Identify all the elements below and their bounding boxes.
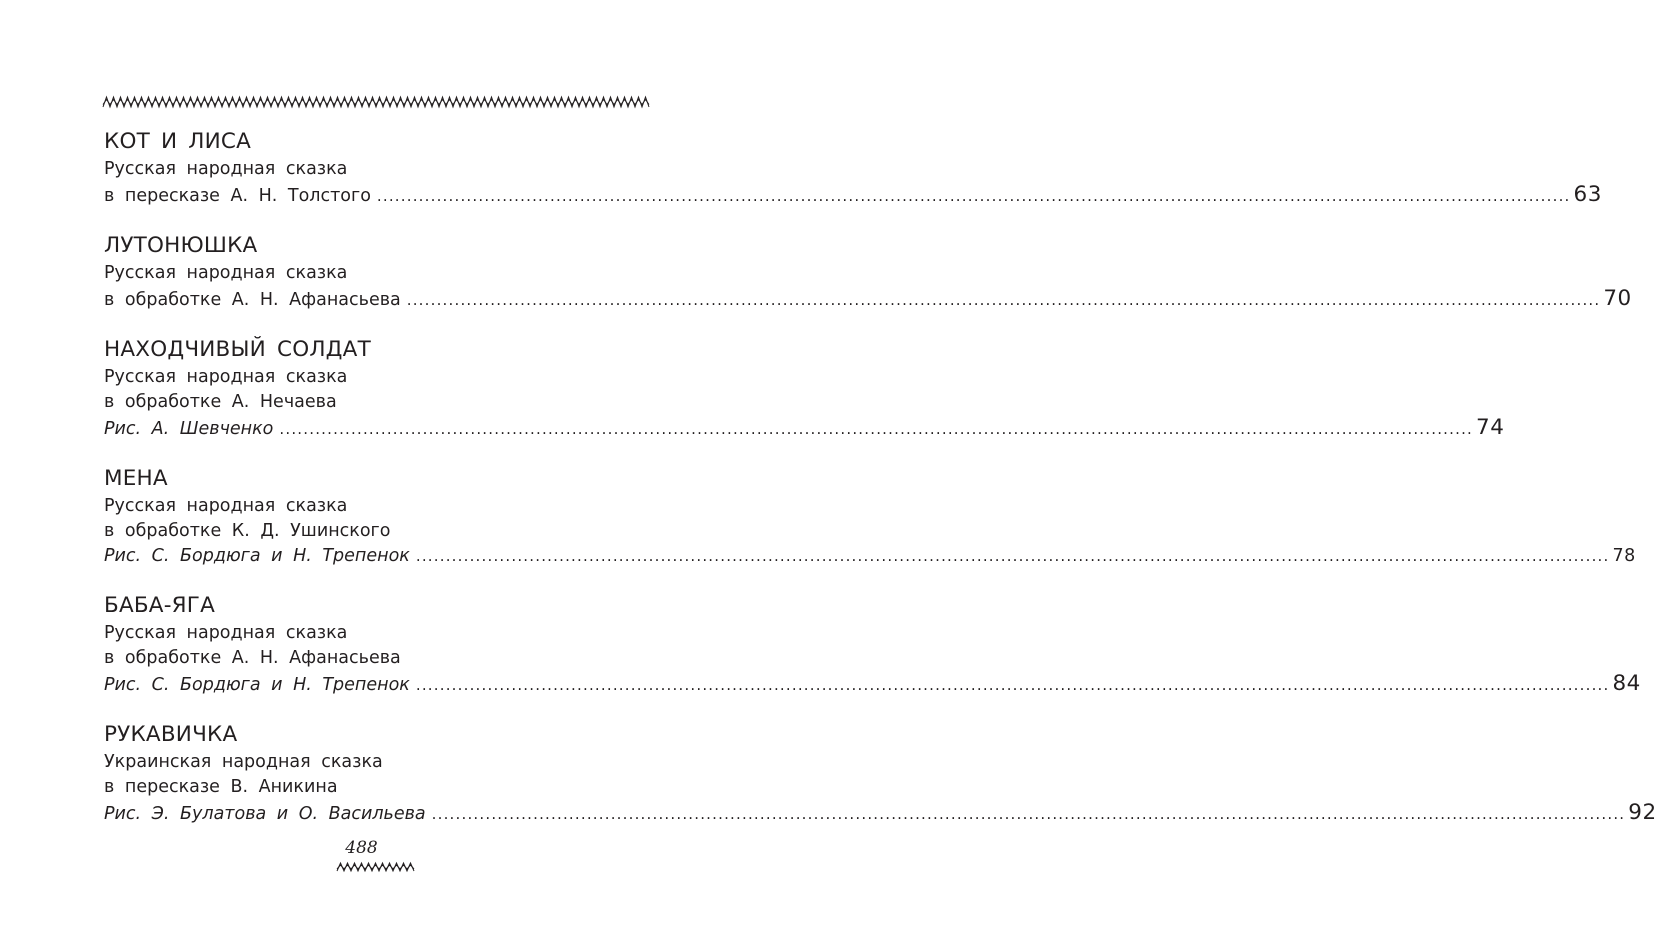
bottom-wave-ornament — [337, 862, 415, 872]
table-of-contents — [104, 127, 1657, 849]
dot-leader: ........................................................................................................................................................................................................ — [431, 805, 1626, 823]
entry-last-line — [104, 800, 1657, 827]
entry-page-number: 63 — [1573, 182, 1602, 207]
entry-subtitle: в обработке К. Д. Ушинского — [104, 521, 391, 541]
dot-leader: ........................................................................................................................................................................................................ — [279, 420, 1474, 438]
entry-subtitle: Русская народная сказка — [104, 367, 348, 387]
entry-last-line — [104, 544, 1636, 569]
entry-last-line — [104, 182, 1602, 209]
entry-last-line — [104, 286, 1632, 313]
dot-leader: ........................................................................................................................................................................................................ — [406, 291, 1601, 309]
toc-entry-rukavichka[interactable] — [104, 720, 1657, 827]
entry-subtitle: Русская народная сказка — [104, 263, 348, 283]
toc-entry-lutonyushka[interactable] — [104, 231, 1632, 313]
toc-entry-nakhodchivyy-soldat[interactable] — [104, 335, 1505, 442]
dot-leader: ........................................................................................................................................................................................................ — [415, 676, 1610, 694]
entry-illustrator: Рис. С. Бордюга и Н. Трепенок — [104, 546, 410, 566]
entry-illustrator: Рис. С. Бордюга и Н. Трепенок — [104, 675, 410, 695]
dot-leader: ........................................................................................................................................................................................................ — [415, 547, 1610, 565]
entry-last-line — [104, 671, 1641, 698]
entry-page-number: 78 — [1612, 546, 1636, 566]
entry-title: БАБА-ЯГА — [104, 593, 216, 618]
entry-subtitle: Русская народная сказка — [104, 623, 348, 643]
entry-subtitle: в обработке А. Н. Афанасьева — [104, 648, 401, 668]
entry-title: КОТ И ЛИСА — [104, 129, 252, 154]
entry-last-line — [104, 415, 1505, 442]
entry-title: НАХОДЧИВЫЙ СОЛДАТ — [104, 337, 371, 362]
entry-subtitle: Украинская народная сказка — [104, 752, 383, 772]
toc-entry-baba-yaga[interactable] — [104, 591, 1641, 698]
entry-page-number: 74 — [1476, 415, 1505, 440]
entry-page-number: 70 — [1603, 286, 1632, 311]
entry-subtitle: Русская народная сказка — [104, 159, 348, 179]
entry-title: РУКАВИЧКА — [104, 722, 238, 747]
entry-subtitle: в обработке А. Нечаева — [104, 392, 337, 412]
toc-entry-mena[interactable] — [104, 464, 1636, 569]
entry-page-number: 84 — [1612, 671, 1641, 696]
entry-subtitle: Русская народная сказка — [104, 496, 348, 516]
entry-credit: в пересказе А. Н. Толстого — [104, 186, 371, 206]
entry-subtitle: в пересказе В. Аникина — [104, 777, 338, 797]
toc-entry-kot-i-lisa[interactable] — [104, 127, 1602, 209]
page-folio-number: 488 — [345, 838, 378, 858]
dot-leader: ........................................................................................................................................................................................................ — [376, 187, 1571, 205]
entry-credit: в обработке А. Н. Афанасьева — [104, 290, 401, 310]
entry-illustrator: Рис. Э. Булатова и О. Васильева — [104, 804, 426, 824]
entry-title: ЛУТОНЮШКА — [104, 233, 258, 258]
top-wave-ornament — [103, 96, 650, 108]
entry-title: МЕНА — [104, 466, 168, 491]
entry-illustrator: Рис. А. Шевченко — [104, 419, 274, 439]
entry-page-number: 92 — [1628, 800, 1657, 825]
